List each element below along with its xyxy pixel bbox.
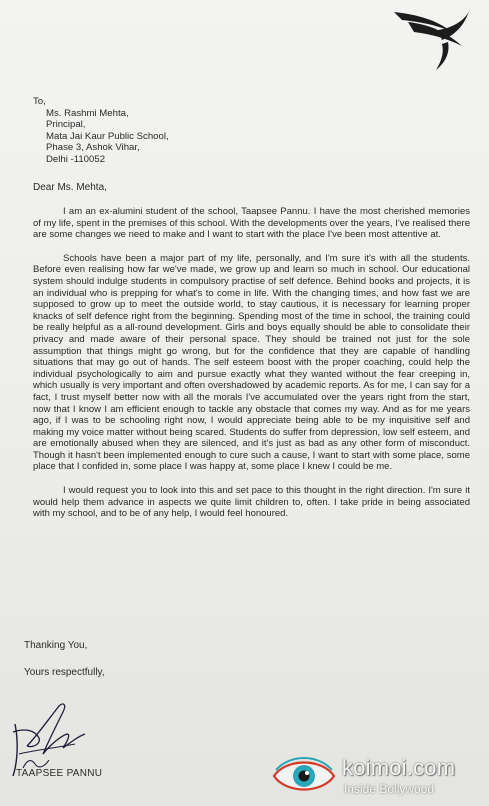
body-paragraph: I would request you to look into this and set pace to this thought in the right direction. I'm sure it would help them advance in aspects we quite limit children to, often. I take pride in being associated with my school, and to be of any help, I would feel honoured. bbox=[33, 485, 470, 520]
watermark-tagline: Inside Bollywood bbox=[344, 782, 435, 796]
recipient-address bbox=[33, 96, 169, 166]
address-to: To, bbox=[33, 96, 46, 107]
letter-body bbox=[33, 206, 470, 520]
closing-line: Thanking You, bbox=[24, 640, 88, 651]
recipient-title: Principal, bbox=[46, 119, 86, 131]
salutation: Dear Ms. Mehta, bbox=[33, 182, 107, 193]
recipient-name: Ms. Rashmi Mehta, bbox=[46, 107, 129, 119]
body-paragraph: I am an ex-alumini student of the school, Taapsee Pannu. I have the most cherished memories of my life, spent in the premises of this school. With the developments over the years, I've realised there are some changes we need to make and I want to start with the place I've been most attentive at. bbox=[33, 206, 470, 241]
watermark-name: koimoi.com bbox=[342, 755, 456, 780]
letterhead-logo-icon bbox=[392, 6, 472, 74]
regards-line: Yours respectfully, bbox=[24, 667, 105, 678]
signer-name: TAAPSEE PANNU bbox=[16, 768, 103, 779]
body-paragraph: Schools have been a major part of my life, personally, and I'm sure it's with all the students. Before even realising how far we've made, we grow up and learn so much in school. Our educational system should indulge students in compulsory practise of self defence. Behind books and projects, it is an individual who is prepping for what's to come in life. With the changing times, and how fast we are supposed to grow up to meet the outside world, to stay cautious, it is necessary for learning proper knacks of self defence right from the beginning. Spending most of the time in school, the training could be really helpful as a all-round development. Girls and boys equally should be able to consolidate their privacy and made aware of their personal space. They should be trained not just for the sole assumption that things might go wrong, but for the confidence that they are capable of handling situations that may go out of hands. The self esteem boost with the proper coaching, could help the individual psychologically to aim and pursue exactly what they wanted without the fear creeping in, which usually is very important and often overshadowed by academic reports. As for me, I can say for a fact, I trust myself better now with all the morals I've accumulated over the years right from the start, now that I know I am efficient enough to tackle any obstacle that comes my way. And as for me years ago, if I was to be schooling right now, I would appreciate being able to be my inquisitive self and making my voice matter without being scared. Students do suffer from depression, low self esteem, and are emotionally abused when they are silenced, and it's just as bad as any other form of misconduct. Though it hasn't been implemented enough to cure such a cause, I want to start with some place, some place that I confided in, some place I was happy at, some place I knew I could be me. bbox=[33, 252, 470, 473]
recipient-area: Phase 3, Ashok Vihar, bbox=[46, 142, 140, 154]
recipient-city: Delhi -110052 bbox=[46, 153, 106, 165]
koimoi-watermark bbox=[272, 752, 482, 802]
eye-logo-icon bbox=[272, 754, 336, 798]
recipient-school: Mata Jai Kaur Public School, bbox=[46, 130, 169, 142]
